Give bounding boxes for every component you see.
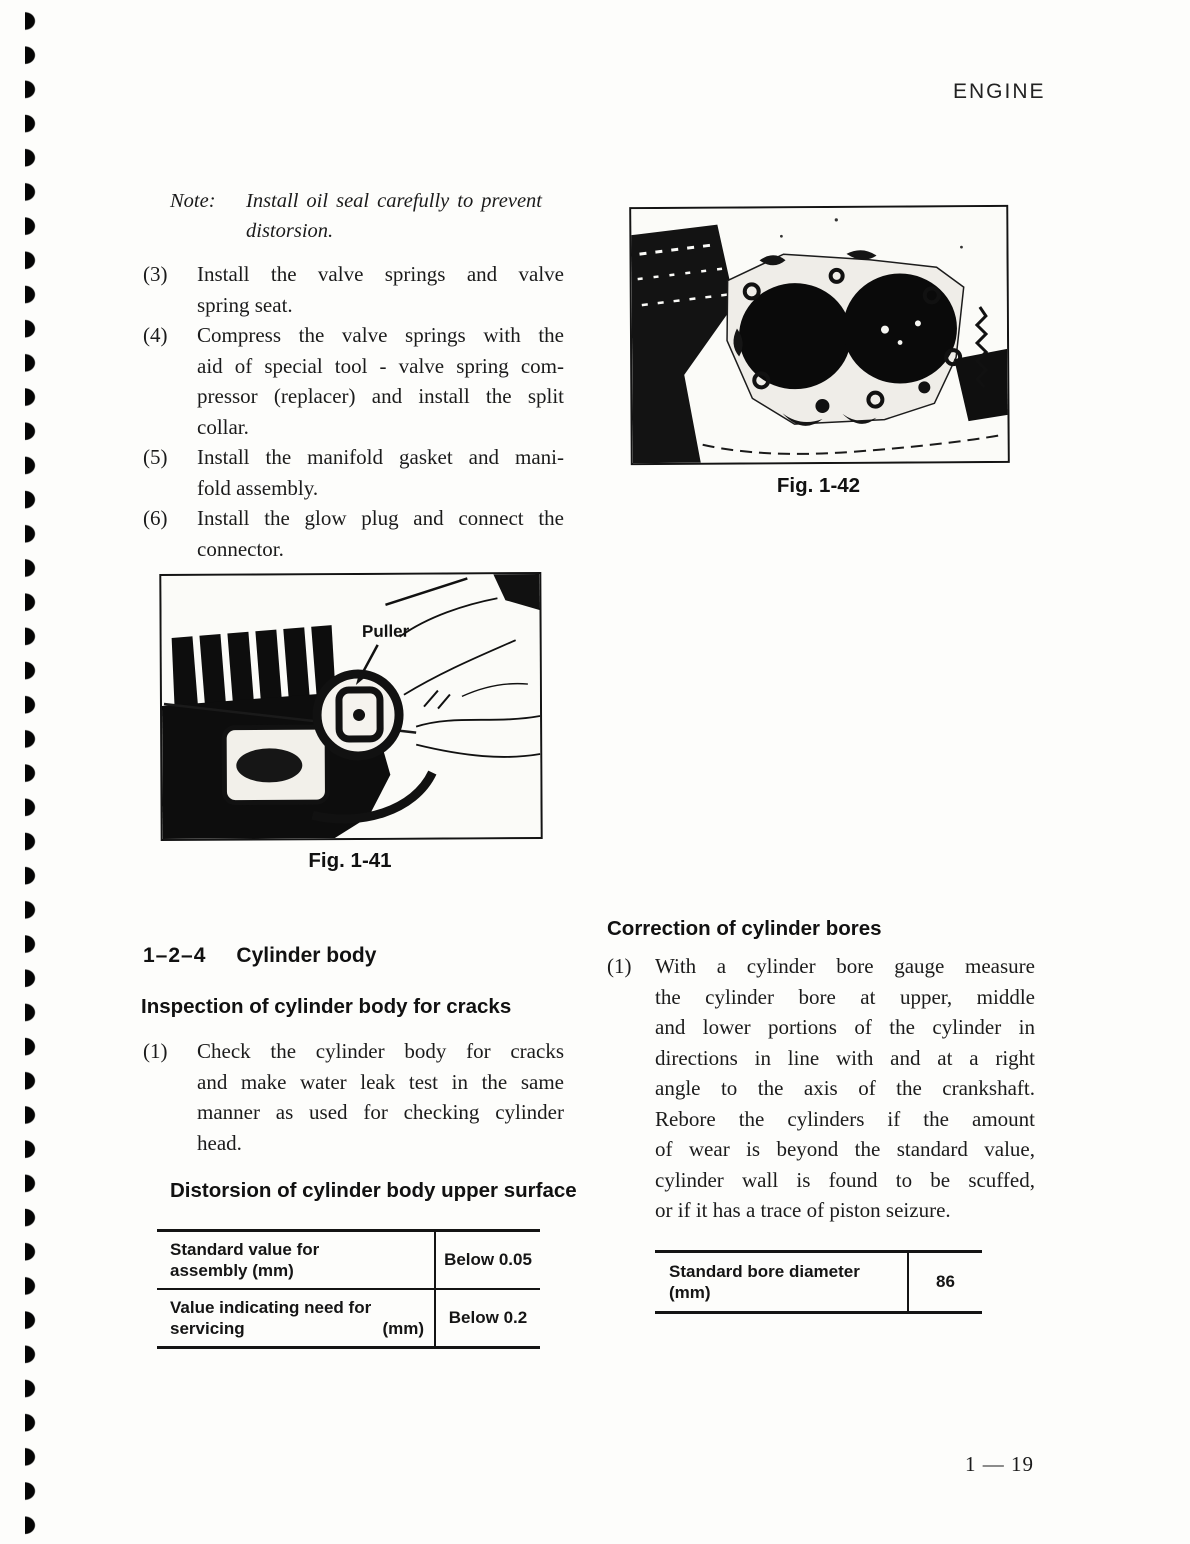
list-item-text: With a cylinder bore gauge measure the cylinder bore at upper, middle and lower portions of the cylinder in directions in line with and at a right angle to the axis of the crankshaft. Rebore the cylinders if the amount of wear is beyond the standard value, cylinder wall is found to be scuffed, or if it has a trace of piston seizure. bbox=[655, 954, 1035, 1222]
list-item-number: (4) bbox=[143, 323, 168, 347]
table-title: Distorsion of cylinder body upper surface bbox=[170, 1179, 577, 1202]
list-item-number: (5) bbox=[143, 445, 168, 469]
table-cell-value: 86 bbox=[936, 1272, 955, 1291]
list-item bbox=[143, 1036, 564, 1158]
table-row bbox=[157, 1232, 540, 1288]
list-item bbox=[143, 503, 564, 564]
section-title: Cylinder body bbox=[236, 944, 377, 967]
fig-1-41-illustration bbox=[161, 574, 540, 839]
table-cell-value: Below 0.2 bbox=[448, 1308, 528, 1327]
inspection-heading: Inspection of cylinder body for cracks bbox=[141, 995, 512, 1018]
table-cell-value: Below 0.05 bbox=[444, 1250, 532, 1269]
table-cell-label: Standard bore diameter (mm) bbox=[655, 1253, 909, 1311]
figure-1-42 bbox=[629, 205, 1010, 465]
list-item-text: Compress the valve springs with the aid of special tool - valve spring com- pressor (replacer) and install the split collar. bbox=[197, 323, 564, 439]
table-row bbox=[157, 1288, 540, 1346]
bore-diameter-table bbox=[655, 1250, 982, 1314]
table-row bbox=[655, 1253, 982, 1311]
list-item-number: (3) bbox=[143, 262, 168, 286]
list-item-text: Install the manifold gasket and mani- fold assembly. bbox=[197, 445, 564, 500]
list-item bbox=[143, 442, 564, 503]
list-item-text: Install the glow plug and connect the connector. bbox=[197, 506, 564, 561]
list-item-text: Install the valve springs and valve spring seat. bbox=[197, 262, 564, 317]
fig-1-42-illustration bbox=[631, 207, 1008, 463]
puller-callout: Puller bbox=[361, 621, 410, 641]
section-number: 1–2–4 bbox=[143, 944, 207, 967]
correction-heading: Correction of cylinder bores bbox=[607, 917, 882, 940]
table-cell-label: Standard value for assembly (mm) bbox=[157, 1232, 436, 1288]
section-heading bbox=[143, 944, 376, 968]
list-item-number: (1) bbox=[607, 954, 632, 978]
list-item-text: Check the cylinder body for cracks and make water leak test in the same manner as used for checking cylinder head. bbox=[197, 1039, 564, 1155]
distorsion-table bbox=[157, 1229, 540, 1349]
note-label: Note: bbox=[170, 190, 216, 212]
list-item bbox=[607, 951, 1035, 1226]
cylinder-bore-right bbox=[843, 273, 958, 384]
list-item-number: (6) bbox=[143, 506, 168, 530]
figure-caption: Fig. 1-42 bbox=[776, 474, 861, 497]
table-cell-label: Value indicating need for servicing (mm) bbox=[157, 1290, 436, 1346]
page-number: 1 — 19 bbox=[965, 1452, 1034, 1476]
list-item bbox=[143, 259, 564, 320]
note-block bbox=[170, 186, 542, 246]
binding-holes bbox=[25, 4, 43, 1544]
figure-1-41 bbox=[159, 572, 542, 841]
figure-caption: Fig. 1-41 bbox=[308, 849, 392, 872]
install-steps bbox=[143, 259, 564, 564]
running-header: ENGINE bbox=[953, 80, 1046, 103]
list-item bbox=[143, 320, 564, 442]
list-item-number: (1) bbox=[143, 1039, 168, 1063]
note-text: Install oil seal carefully to prevent distorsion. bbox=[246, 190, 542, 242]
